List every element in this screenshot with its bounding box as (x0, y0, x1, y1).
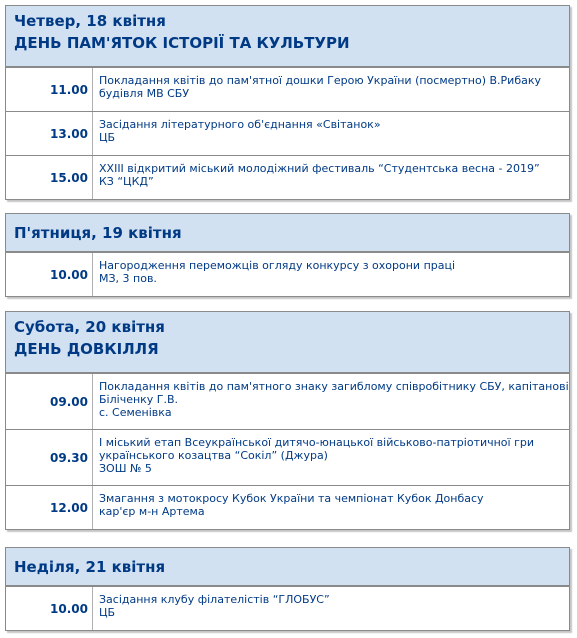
event-line: будівля МВ СБУ (99, 87, 190, 100)
event-line: с. Семенівка (99, 406, 172, 419)
event-line: МЗ, 3 пов. (99, 272, 157, 285)
day-title: Субота, 20 квітня (14, 318, 165, 336)
event-row (6, 252, 569, 296)
event-line: кар'єр м-н Артема (99, 505, 205, 518)
event-line: ЦБ (99, 131, 116, 144)
day-card-friday (5, 213, 570, 297)
event-row (6, 111, 569, 155)
day-title: Четвер, 18 квітня (14, 12, 166, 30)
event-line: Біліченку Г.В. (99, 393, 179, 406)
event-line: Покладання квітів до пам'ятного знаку загиблому співробітнику СБУ, капітанові (99, 380, 569, 393)
event-line: КЗ “ЦКД” (99, 175, 154, 188)
event-description (93, 112, 569, 155)
event-line: Нагородження переможців огляду конкурсу з охорони праці (99, 259, 456, 272)
event-line: ХXIII відкритий міський молодіжний фестиваль “Студентська весна - 2019” (99, 162, 540, 175)
day-card-thursday (5, 5, 570, 200)
day-title: П'ятниця, 19 квітня (14, 224, 182, 242)
event-line: українського козацтва “Сокіл” (Джура) (99, 449, 328, 462)
event-time: 15.00 (6, 156, 93, 199)
event-time: 13.00 (6, 112, 93, 155)
event-description (93, 430, 569, 485)
event-time: 11.00 (6, 68, 93, 111)
event-time: 10.00 (6, 253, 93, 296)
day-header (6, 312, 569, 373)
event-line: ЗОШ № 5 (99, 462, 152, 475)
event-description (93, 587, 569, 630)
event-line: Змагання з мотокросу Кубок України та чемпіонат Кубок Донбасу (99, 492, 484, 505)
event-line: Засідання клубу філателістів “ГЛОБУС” (99, 593, 330, 606)
event-row (6, 586, 569, 630)
event-row (6, 373, 569, 429)
event-description (93, 156, 569, 199)
day-header (6, 548, 569, 586)
event-line: Покладання квітів до пам'ятної дошки Герою України (посмертно) В.Рибаку (99, 74, 542, 87)
event-row (6, 155, 569, 199)
event-time: 12.00 (6, 486, 93, 529)
event-row (6, 67, 569, 111)
day-subtitle: ДЕНЬ ДОВКІЛЛЯ (14, 340, 159, 358)
event-row (6, 485, 569, 529)
event-description (93, 253, 569, 296)
day-card-sunday (5, 547, 570, 631)
event-row (6, 429, 569, 485)
day-title: Неділя, 21 квітня (14, 558, 166, 576)
day-card-saturday (5, 311, 570, 530)
day-header (6, 6, 569, 67)
event-line: ЦБ (99, 606, 116, 619)
event-description (93, 68, 569, 111)
event-time: 09.30 (6, 430, 93, 485)
event-line: Засідання літературного об'єднання «Світанок» (99, 118, 381, 131)
event-description (93, 374, 575, 429)
event-time: 09.00 (6, 374, 93, 429)
event-time: 10.00 (6, 587, 93, 630)
day-subtitle: ДЕНЬ ПАМ'ЯТОК ІСТОРІЇ ТА КУЛЬТУРИ (14, 34, 350, 52)
event-line: І міський етап Всеукраїнської дитячо-юнацької військово-патріотичної гри (99, 436, 535, 449)
event-description (93, 486, 569, 529)
day-header (6, 214, 569, 252)
